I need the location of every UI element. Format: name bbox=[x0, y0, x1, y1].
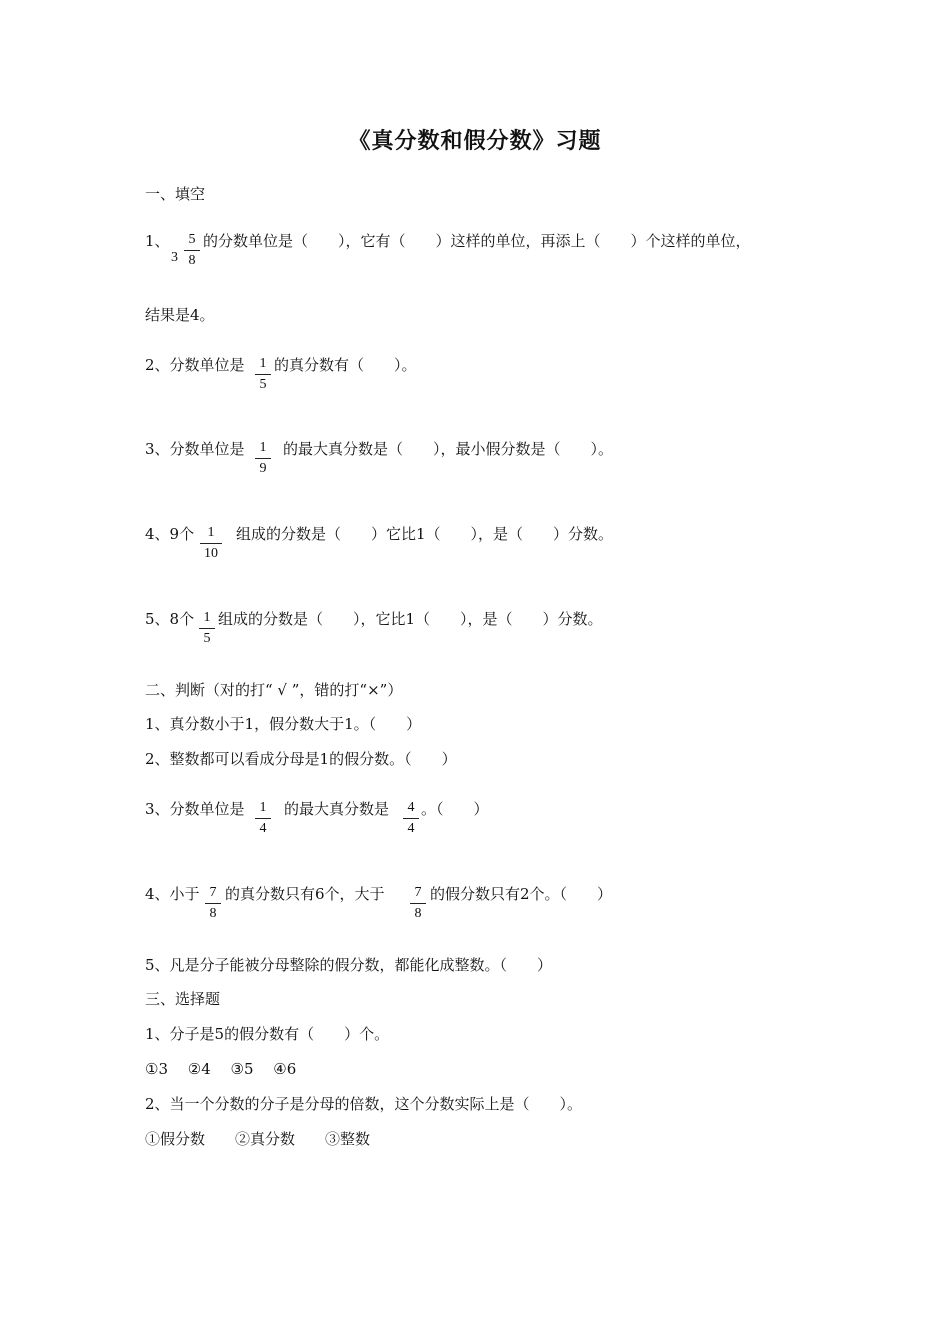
choice-question-2-options: ①假分数 ②真分数 ③整数 bbox=[145, 1130, 371, 1148]
fraction-denominator: 8 bbox=[209, 906, 217, 921]
judge-question-5: 5、凡是分子能被分母整除的假分数，都能化成整数。（ ） bbox=[145, 956, 553, 974]
fraction bbox=[200, 524, 222, 564]
fraction-numerator: 7 bbox=[209, 885, 217, 900]
judge-question-4-mid: 的真分数只有6个，大于 bbox=[225, 885, 385, 903]
choice-question-1: 1、分子是5的假分数有（ ）个。 bbox=[145, 1025, 390, 1043]
fraction bbox=[199, 609, 215, 649]
fraction bbox=[205, 884, 221, 924]
fill-question-2-lead: 2、分数单位是 bbox=[145, 356, 245, 374]
fraction bbox=[403, 799, 419, 839]
choice-question-2: 2、当一个分数的分子是分母的倍数，这个分数实际上是（ ）。 bbox=[145, 1095, 583, 1113]
judge-question-2: 2、整数都可以看成分母是1的假分数。（ ） bbox=[145, 750, 457, 768]
fraction-numerator: 1 bbox=[259, 800, 267, 815]
page-title: 《真分数和假分数》习题 bbox=[348, 128, 602, 154]
fraction-denominator: 8 bbox=[414, 906, 422, 921]
judge-question-3-lead: 3、分数单位是 bbox=[145, 800, 245, 818]
fill-question-4-text: 组成的分数是（ ）它比1（ ），是（ ）分数。 bbox=[236, 525, 614, 543]
fill-question-3-text: 的最大真分数是（ ），最小假分数是（ ）。 bbox=[283, 440, 614, 458]
section-fill-heading: 一、填空 bbox=[145, 185, 206, 203]
fill-question-1-text: 的分数单位是（ ），它有（ ）这样的单位，再添上（ ）个这样的单位， bbox=[203, 232, 751, 250]
fraction-denominator: 5 bbox=[259, 377, 267, 392]
mixed-fraction bbox=[184, 231, 200, 271]
fraction-numerator: 7 bbox=[414, 885, 422, 900]
fraction-numerator: 1 bbox=[207, 525, 215, 540]
fraction bbox=[255, 799, 271, 839]
question-number: 1、 bbox=[145, 232, 170, 250]
fraction-numerator: 1 bbox=[259, 356, 267, 371]
section-choice-heading: 三、选择题 bbox=[145, 990, 221, 1008]
fraction-denominator: 8 bbox=[188, 253, 196, 268]
judge-question-1: 1、真分数小于1，假分数大于1。（ ） bbox=[145, 715, 422, 733]
fraction bbox=[255, 439, 271, 479]
fraction bbox=[410, 884, 426, 924]
judge-question-4-end: 的假分数只有2个。（ ） bbox=[430, 885, 613, 903]
fraction-numerator: 4 bbox=[407, 800, 415, 815]
fraction-denominator: 4 bbox=[407, 821, 415, 836]
fraction-denominator: 10 bbox=[204, 546, 218, 561]
section-judge-heading: 二、判断（对的打“ √ ”，错的打“×”） bbox=[145, 681, 403, 699]
fill-question-1 bbox=[145, 231, 170, 251]
fraction-denominator: 4 bbox=[259, 821, 267, 836]
fraction-numerator: 5 bbox=[188, 232, 196, 247]
fill-question-4-lead: 4、9个 bbox=[145, 525, 195, 543]
fill-question-5-lead: 5、8个 bbox=[145, 610, 195, 628]
fraction-numerator: 1 bbox=[259, 440, 267, 455]
fill-question-3-lead: 3、分数单位是 bbox=[145, 440, 245, 458]
fill-question-5-text: 组成的分数是（ ），它比1（ ），是（ ）分数。 bbox=[218, 610, 603, 628]
judge-question-3-end: 。（ ） bbox=[421, 800, 489, 818]
fill-question-2-text: 的真分数有（ ）。 bbox=[274, 356, 417, 374]
fraction-denominator: 5 bbox=[203, 631, 211, 646]
fraction bbox=[255, 355, 271, 395]
judge-question-4-lead: 4、小于 bbox=[145, 885, 200, 903]
fraction-denominator: 9 bbox=[259, 461, 267, 476]
choice-question-1-options: ①3 ②4 ③5 ④6 bbox=[145, 1060, 297, 1078]
fraction-numerator: 1 bbox=[203, 610, 211, 625]
mixed-fraction-whole: 3 bbox=[171, 250, 178, 265]
judge-question-3-mid: 的最大真分数是 bbox=[284, 800, 390, 818]
fill-question-1-continued: 结果是4。 bbox=[145, 306, 215, 324]
